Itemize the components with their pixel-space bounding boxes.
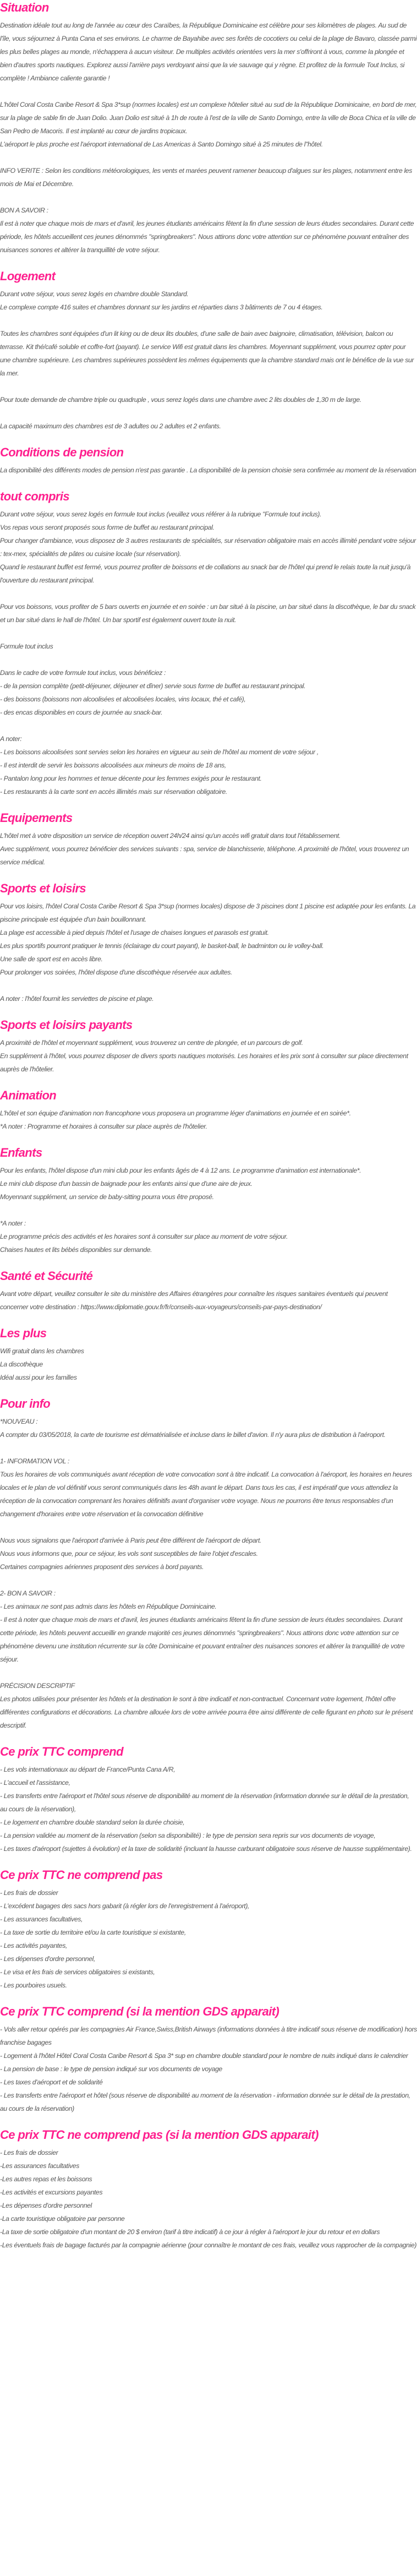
text-line: A noter: <box>0 735 22 743</box>
section-heading: Ce prix TTC comprend (si la mention GDS apparait) <box>0 2005 279 2018</box>
text-line: BON A SAVOIR : <box>0 206 48 214</box>
paragraph-block <box>0 1455 417 1521</box>
text-line: INFO VERITE : Selon les conditions météorologiques, les vents et marées peuvent ramener beaucoup d'algues sur les plages, notamment entre les mois de Mai et Décembre. <box>0 167 412 188</box>
text-line: - La taxe de sortie du territoire et/ou la carte touristique si existante, <box>0 1929 186 1936</box>
text-line: Avec supplément, vous pourrez bénéficier des services suivants : spa, service de blanchisserie, téléphone. A proximité de l'hôtel, vous trouverez un service médical. <box>0 845 409 866</box>
text-line: -La carte touristique obligatoire par personne <box>0 2215 125 2223</box>
text-line: -Les éventuels frais de bagage facturés par la compagnie aérienne (pour connaître le montant de ces frais, veuillez vous rapprocher de la compagnie) <box>0 2241 417 2249</box>
section-sante-et-securite <box>0 1268 417 1314</box>
text-line: Pour vos loisirs, l'hôtel Coral Costa Caribe Resort & Spa 3*sup (normes locales) dispose de 3 piscines dont 1 piscine est adaptée pour les enfants. La piscine principale est équipée d'un bain bouillonnant. <box>0 902 416 923</box>
text-line: Une salle de sport est en accès libre. <box>0 955 103 963</box>
paragraph-block <box>0 1344 417 1384</box>
text-line: - Il est à noter que chaque mois de mars et d'avril, les jeunes étudiants américains fêtent la fin d'une session de leurs études secondaires. Durant cette période, les hôtels peuvent accueillir en grande majorité ces jeunes dénommés "springbreakers". Nous attirons donc votre attention sur ce phénomène devenu une institution récurrente sur la côte Dominicaine et pouvant entraîner des nuisances sonores et altérer la tranquillité de votre séjour. <box>0 1616 405 1663</box>
paragraph-block <box>0 640 417 653</box>
section-les-plus <box>0 1326 417 1384</box>
text-line: Nous vous informons que, pour ce séjour, les vols sont susceptibles de faire l'objet d'escales. <box>0 1550 258 1557</box>
text-line: - Les assurances facultatives, <box>0 1915 83 1923</box>
section-heading: Sports et loisirs <box>0 881 86 895</box>
section-situation <box>0 0 417 257</box>
text-line: L'hôtel Coral Costa Caribe Resort & Spa 3*sup (normes locales) est un complexe hôtelier situé au sud de la République Dominicaine, en bord de mer, sur la plage de sable fin de Juan Dolio. Juan Dolio est situé à 1h de route à l'est de la ville de Santo Domingo, entre la ville de Boca Chica et la ville de San Pedro de Macoris. Il est implanté au cœur de jardins tropicaux. <box>0 101 417 135</box>
text-line: - L'excédent bagages des sacs hors gabarit (à régler lors de l'enregistrement à l'aéroport), <box>0 1902 250 1910</box>
text-line: - Les boissons alcoolisées sont servies selon les horaires en vigueur au sein de l'hôtel au moment de votre séjour , <box>0 748 319 756</box>
text-line: Destination idéale tout au long de l'année au cœur des Caraïbes, la République Dominicaine est célèbre pour ses kilomètres de plages. Au sud de l'île, vous séjournez à Punta Cana et ses environs. Le charme de Bayahibe avec ses forêts de cocotiers ou celui de la plage de Bavaro, classée parmi les plus belles plages au monde, n'échappera à aucun visiteur. De multiples activités orientées vers la mer s'offriront à vous, comme la plongée et bien d'autres sports nautiques. Explorez aussi l'arrière pays verdoyant ainsi que la vie sauvage qui y règne. Et profitez de la formule Tout Inclus, si complète ! Ambiance caliente garantie ! <box>0 21 417 82</box>
paragraph-block <box>0 1415 417 1441</box>
section-heading: Ce prix TTC ne comprend pas <box>0 1868 163 1882</box>
text-line: A proximité de l'hôtel et moyennant supplément, vous trouverez un centre de plongée, et un parcours de golf. <box>0 1039 303 1047</box>
section-enfants <box>0 1145 417 1256</box>
paragraph-block <box>0 327 417 380</box>
text-line: PRÉCISION DESCRIPTIF <box>0 1682 75 1690</box>
text-line: La discothèque <box>0 1360 43 1368</box>
text-line: -Les dépenses d'ordre personnel <box>0 2202 92 2209</box>
paragraph-block <box>0 98 417 151</box>
section-heading: Conditions de pension <box>0 445 124 459</box>
text-line: - des boissons (boissons non alcoolisées et alcoolisées locales, vins locaux, thé et café), <box>0 695 246 703</box>
text-line: Pour toute demande de chambre triple ou quadruple , vous serez logés dans une chambre avec 2 lits doubles de 1,30 m de large. <box>0 396 361 404</box>
section-ce-prix-ttc-comprend <box>0 1744 417 1855</box>
text-line: Certaines compagnies aériennes proposent des services à bord payants. <box>0 1563 204 1571</box>
text-line: Tous les horaires de vols communiqués avant réception de votre convocation sont à titre indicatif. La convocation à l'aéroport, les horaires en heures locales et le plan de vol définitif vous seront communiqués dans les 48h avant le départ. Dans tous les cas, il est impératif que vous attendiez la réception de la convocation comprenant les horaires définitifs avant d'organiser votre voyage. Nous ne pourrons être tenus responsables d'un changement d'horaires entre votre réservation et la convocation définitive <box>0 1471 412 1518</box>
paragraph-block <box>0 1587 417 1666</box>
text-line: Pour les enfants, l'hôtel dispose d'un mini club pour les enfants âgés de 4 à 12 ans. Le programme d'animation est internationale*. <box>0 1167 361 1174</box>
text-line: - Les frais de dossier <box>0 1889 58 1897</box>
section-heading: Ce prix TTC ne comprend pas (si la mention GDS apparait) <box>0 2128 319 2142</box>
text-line: La disponibilité des différents modes de pension n'est pas garantie . La disponibilité de la pension choisie sera confirmée au moment de la réservation <box>0 466 416 474</box>
text-line: Pour prolonger vos soirées, l'hôtel dispose d'une discothèque réservée aux adultes. <box>0 968 233 976</box>
text-line: Pour changer d'ambiance, vous disposez de 3 autres restaurants de spécialités, sur réservation obligatoire mais en accès illimité pendant votre séjour : tex-mex, spécialités de pâtes ou cuisine locale (sur réservation). <box>0 537 416 558</box>
section-heading: tout compris <box>0 489 70 503</box>
paragraph-block <box>0 204 417 257</box>
section-heading: Les plus <box>0 1326 47 1340</box>
paragraph-block <box>0 164 417 190</box>
text-line: L'hôtel met à votre disposition un service de réception ouvert 24h/24 ainsi qu'un accès wifi gratuit dans tout l'établissement. <box>0 832 341 840</box>
paragraph-block <box>0 600 417 627</box>
paragraph-block <box>0 393 417 406</box>
paragraph-block <box>0 2146 417 2252</box>
text-line: - Il est interdit de servir les boissons alcoolisées aux mineurs de moins de 18 ans, <box>0 761 226 769</box>
text-line: - Les taxes d'aéroport (sujettes à évolution) et la taxe de solidarité (incluant la hausse carburant obligatoire sous réserve de hausse supplémentaire). <box>0 1845 412 1853</box>
text-line: - de la pension complète (petit-déjeuner, déjeuner et dîner) servie sous forme de buffet au restaurant principal. <box>0 682 306 690</box>
text-line: A compter du 03/05/2018, la carte de tourisme est dématérialisée et incluse dans le billet d'avion. Il n'y aura plus de distribution à l'aéroport. <box>0 1431 386 1439</box>
text-line: Chaises hautes et lits bébés disponibles sur demande. <box>0 1246 152 1254</box>
text-line: Les plus sportifs pourront pratiquer le tennis (éclairage du court payant), le basket-ball, le badminton ou le volley-ball. <box>0 942 324 950</box>
paragraph-block <box>0 732 417 798</box>
text-line: - L'accueil et l'assistance, <box>0 1779 70 1787</box>
section-logement <box>0 269 417 433</box>
section-heading: Animation <box>0 1088 57 1102</box>
text-line: Formule tout inclus <box>0 642 53 650</box>
text-line: *A noter : Programme et horaires à consulter sur place auprès de l'hôtelier. <box>0 1123 207 1130</box>
text-line: Avant votre départ, veuillez consulter le site du ministère des Affaires étrangères pour connaître les risques sanitaires éventuels qui peuvent concerner votre destination : https://www.diplomatie.gouv.fr/fr/conseils-aux-voyageurs/conseils-par-pays-destination/ <box>0 1290 388 1311</box>
section-sports-et-loisirs-payants <box>0 1017 417 1076</box>
text-line: - Les dépenses d'ordre personnel, <box>0 1955 96 1963</box>
paragraph-block <box>0 1036 417 1076</box>
text-line: - Logement à l'hôtel Hôtel Coral Costa Caribe Resort & Spa 3* sup en chambre double standard pour le nombre de nuits indiqué dans le calendrier <box>0 2052 408 2060</box>
section-heading: Sports et loisirs payants <box>0 1018 133 1032</box>
text-line: A noter : l'hôtel fournit les serviettes de piscine et plage. <box>0 995 154 1003</box>
section-heading: Santé et Sécurité <box>0 1269 93 1283</box>
text-line: Le complexe compte 416 suites et chambres donnant sur les jardins et réparties dans 3 bâtiments de 7 ou 4 étages. <box>0 303 323 311</box>
section-tout-compris <box>0 489 417 798</box>
paragraph-block <box>0 1107 417 1133</box>
text-line: - Les activités payantes, <box>0 1942 67 1949</box>
text-line: Le programme précis des activités et les horaires sont à consulter sur place au moment de votre séjour. <box>0 1233 288 1240</box>
text-line: - La pension validée au moment de la réservation (selon sa disponibilité) : le type de pension sera repris sur vos documents de voyage, <box>0 1832 376 1839</box>
text-line: - Le visa et les frais de services obligatoires si existants, <box>0 1968 155 1976</box>
text-line: Vos repas vous seront proposés sous forme de buffet au restaurant principal. <box>0 524 215 531</box>
section-heading: Situation <box>0 1 49 14</box>
text-line: - Les taxes d'aéroport et de solidarité <box>0 2078 103 2086</box>
text-line: - Les transferts entre l'aéroport et hôtel (sous réserve de disponibilité au moment de la réservation - information donnée sur le détail de la prestation, au cours de la réservation) <box>0 2092 410 2112</box>
paragraph-block <box>0 1534 417 1573</box>
text-line: - Les frais de dossier <box>0 2149 58 2156</box>
paragraph-block <box>0 1217 417 1256</box>
text-line: Nous vous signalons que l'aéroport d'arrivée à Paris peut être différent de l'aéroport de départ. <box>0 1537 262 1544</box>
paragraph-block <box>0 900 417 979</box>
paragraph-block <box>0 829 417 869</box>
text-line: Les photos utilisées pour présenter les hôtels et la destination le sont à titre indicatif et non-contractuel. Concernant votre logement, l'hôtel offre différentes configurations et décorations. La chambre allouée lors de votre arrivée pourra être ainsi différente de celle figurant en photo sur le présent descriptif. <box>0 1695 413 1729</box>
text-line: - Les vols internationaux au départ de France/Punta Cana A/R, <box>0 1766 175 1773</box>
paragraph-block <box>0 1679 417 1732</box>
section-equipements <box>0 810 417 869</box>
text-line: Il est à noter que chaque mois de mars et d'avril, les jeunes étudiants américains fêtent la fin d'une session de leurs études secondaires. Durant cette période, les hôtels accueillent ces jeunes dénommés "springbreakers". Nous attirons donc votre attention sur ce phénomène pouvant entraîner des nuisances sonores et altérer la tranquillité de votre séjour. <box>0 220 414 254</box>
section-animation <box>0 1088 417 1133</box>
text-line: -Les activités et excursions payantes <box>0 2188 103 2196</box>
text-line: Wifi gratuit dans les chambres <box>0 1347 84 1355</box>
text-line: La plage est accessible à pied depuis l'hôtel et l'usage de chaises longues et parasols est gratuit. <box>0 929 269 936</box>
text-line: Quand le restaurant buffet est fermé, vous pourrez profiter de boissons et de collations au snack bar de l'hôtel qui prend le relais toute la nuit jusqu'à l'ouverture du restaurant principal. <box>0 563 411 584</box>
paragraph-block <box>0 19 417 85</box>
text-line: Idéal aussi pour les familles <box>0 1374 77 1381</box>
paragraph-block <box>0 287 417 314</box>
section-ce-prix-ttc-comprend-si-la-mention-gds-apparait <box>0 2004 417 2115</box>
text-line: Dans le cadre de votre formule tout inclus, vous bénéficiez : <box>0 669 166 677</box>
text-line: 2- BON A SAVOIR : <box>0 1589 56 1597</box>
text-line: - des encas disponibles en cours de journée au snack-bar. <box>0 709 163 716</box>
paragraph-block <box>0 1763 417 1855</box>
text-line: *A noter : <box>0 1219 26 1227</box>
text-line: 1- INFORMATION VOL : <box>0 1457 69 1465</box>
section-ce-prix-ttc-ne-comprend-pas-si-la-mention-gds-apparait <box>0 2127 417 2252</box>
paragraph-block <box>0 1164 417 1203</box>
paragraph-block <box>0 666 417 719</box>
section-heading: Pour info <box>0 1397 51 1410</box>
text-line: En supplément à l'hôtel, vous pourrez disposer de divers sports nautiques motorisés. Les horaires et les prix sont à consulter sur place directement auprès de l'hôtelier. <box>0 1052 408 1073</box>
section-ce-prix-ttc-ne-comprend-pas <box>0 1867 417 1992</box>
section-heading: Enfants <box>0 1146 42 1159</box>
text-line: -La taxe de sortie obligatoire d'un montant de 20 $ environ (tarif à titre indicatif) à ce jour à régler à l'aéroport le jour du retour et en dollars <box>0 2228 380 2236</box>
text-line: *NOUVEAU : <box>0 1418 38 1425</box>
section-sports-et-loisirs <box>0 881 417 1005</box>
text-line: La capacité maximum des chambres est de 3 adultes ou 2 adultes et 2 enfants. <box>0 422 221 430</box>
section-pour-info <box>0 1396 417 1732</box>
paragraph-block <box>0 464 417 477</box>
section-heading: Equipements <box>0 811 73 825</box>
text-line: Le mini club dispose d'un bassin de baignade pour les enfants ainsi que d'une aire de jeux. <box>0 1180 253 1188</box>
text-line: L'aéroport le plus proche est l'aéroport international de Las Americas à Santo Domingo situé à 25 minutes de l''hôtel. <box>0 140 323 148</box>
text-line: - Vols aller retour opérés par les compagnies Air France,Swiss,British Airways (informations données à titre indicatif sous réserve de modification) hors franchise bagages <box>0 2025 417 2046</box>
section-conditions-de-pension <box>0 445 417 477</box>
text-line: - Les restaurants à la carte sont en accès illimités mais sur réservation obligatoire. <box>0 788 227 796</box>
paragraph-block <box>0 2023 417 2115</box>
text-line: Toutes les chambres sont équipées d'un lit king ou de deux lits doubles, d'une salle de bain avec baignoire, climatisation, télévision, balcon ou terrasse. Kit thé/café soluble et coffre-fort (payant). Le service Wifi est gratuit dans les chambres. Moyennant supplément, vous pourrez opter pour une chambre supérieure. Les chambres supérieures possèdent les mêmes équipements que la chambre standard mais ont le bénéfice de la vue sur la mer. <box>0 330 414 377</box>
text-line: - Le logement en chambre double standard selon la durée choisie, <box>0 1818 185 1826</box>
text-line: L'hôtel et son équipe d'animation non francophone vous proposera un programme léger d'animations en journée et en soirée*. <box>0 1109 351 1117</box>
text-line: - Les pourboires usuels. <box>0 1981 67 1989</box>
text-line: -Les autres repas et les boissons <box>0 2175 92 2183</box>
paragraph-block <box>0 508 417 587</box>
section-heading: Ce prix TTC comprend <box>0 1745 123 1758</box>
text-line: Moyennant supplément, un service de baby-sitting pourra vous être proposé. <box>0 1193 214 1201</box>
paragraph-block <box>0 992 417 1005</box>
paragraph-block <box>0 420 417 433</box>
text-line: Durant votre séjour, vous serez logés en formule tout inclus (veuillez vous référer à la rubrique "Formule tout inclus). <box>0 510 322 518</box>
text-line: Durant votre séjour, vous serez logés en chambre double Standard. <box>0 290 189 298</box>
section-heading: Logement <box>0 269 56 283</box>
text-line: - Les animaux ne sont pas admis dans les hôtels en République Dominicaine. <box>0 1603 217 1610</box>
text-line: -Les assurances facultatives <box>0 2162 79 2170</box>
text-line: Pour vos boissons, vous profiter de 5 bars ouverts en journée et en soirée : un bar situé à la piscine, un bar situé dans la discothèque, le bar du snack et un bar situé dans le hall de l'hôtel. Un bar sportif est également ouvert toute la nuit. <box>0 603 416 624</box>
paragraph-block <box>0 1287 417 1314</box>
text-line: - Les transferts entre l'aéroport et l'hôtel sous réserve de disponibilité au moment de la réservation (information donnée sur le détail de la prestation, au cours de la réservation), <box>0 1792 409 1813</box>
text-line: - La pension de base : le type de pension indiqué sur vos documents de voyage <box>0 2065 222 2073</box>
paragraph-block <box>0 1886 417 1992</box>
text-line: - Pantalon long pour les hommes et tenue décente pour les femmes exigés pour le restaurant. <box>0 775 262 782</box>
